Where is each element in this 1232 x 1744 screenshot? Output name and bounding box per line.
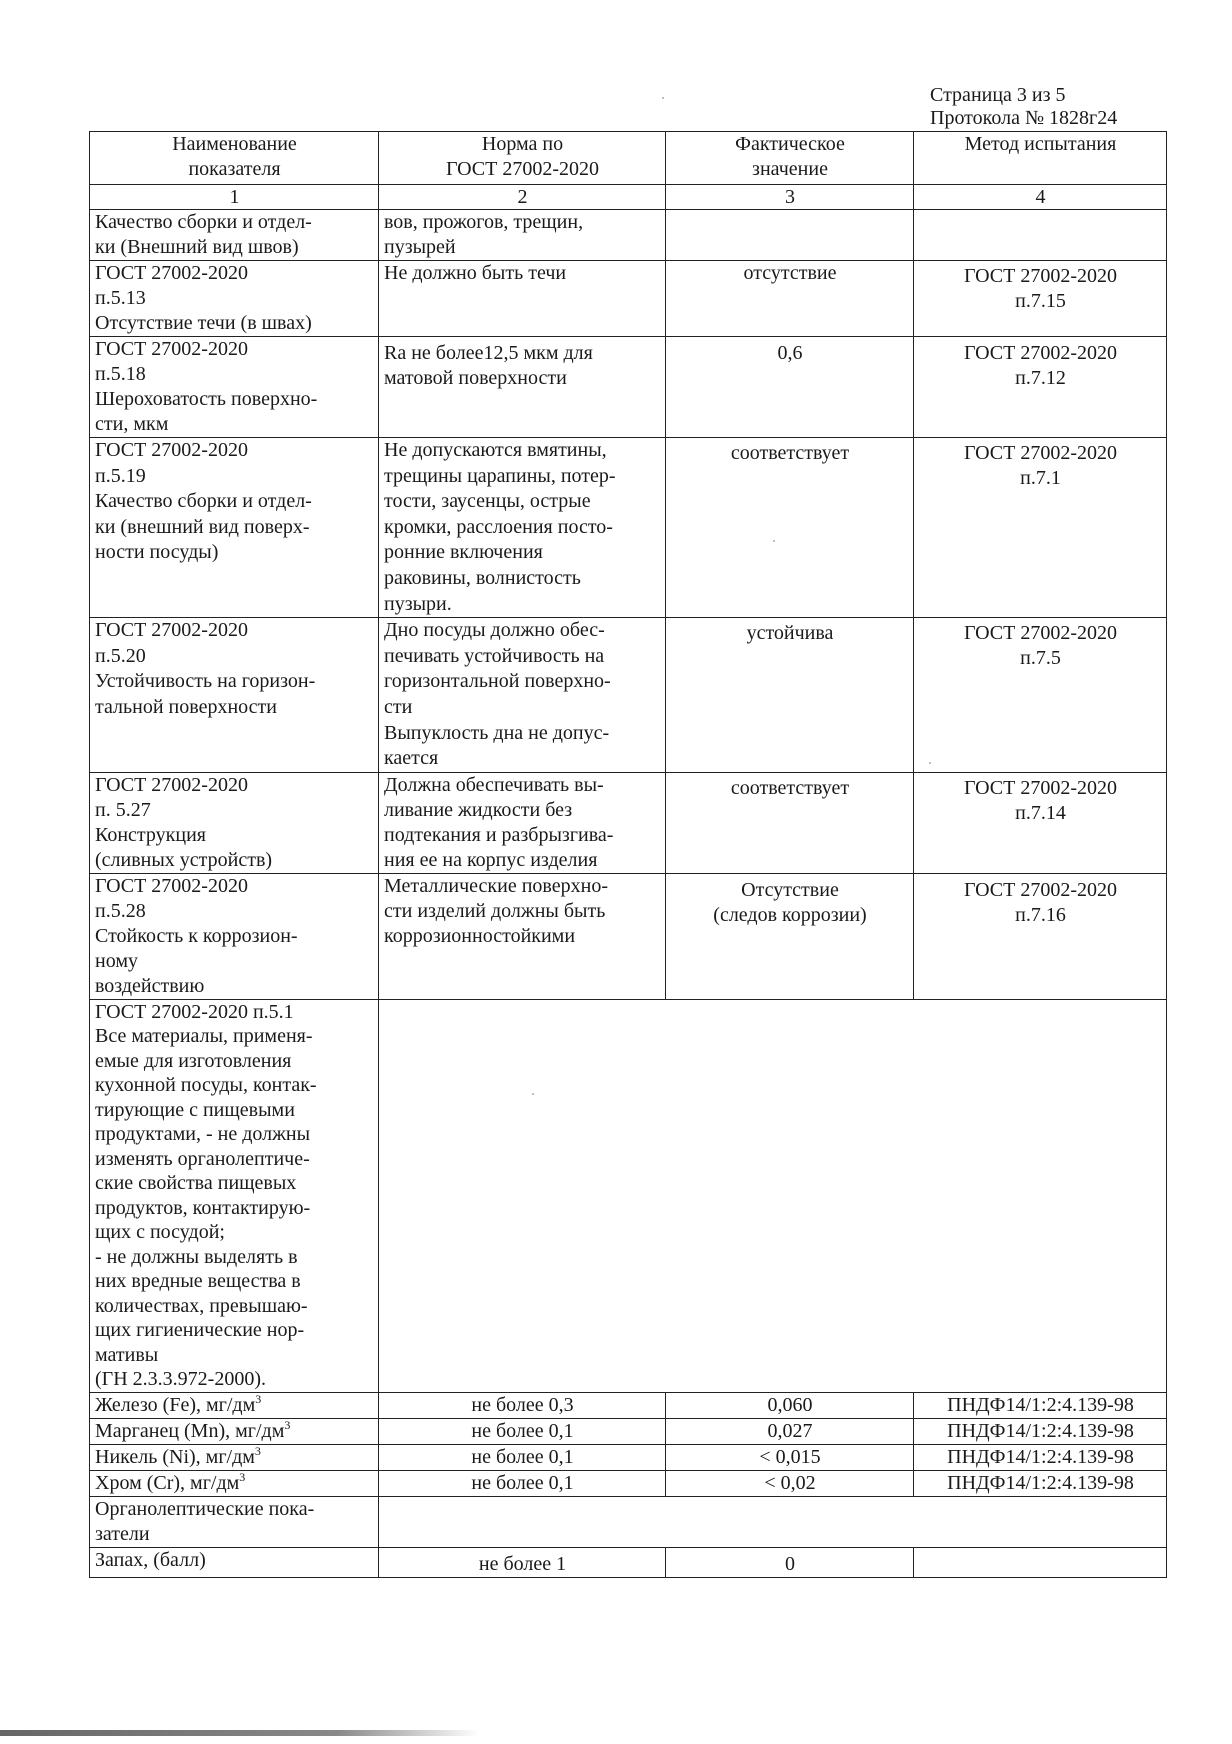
protocol-number: Протокола № 1828г24 (930, 107, 1118, 129)
column-number: 4 (914, 185, 1167, 210)
indicator-cell: ГОСТ 27002-2020 п.5.18 Шероховатость поверхно- сти, мкм (90, 337, 379, 438)
norm-cell: Должна обеспечивать вы- ливание жидкости без подтекания и разбрызгива- ния ее на корпус изделия (379, 772, 666, 873)
organoleptic-row (90, 1547, 1167, 1577)
actual-cell: соответствует (666, 772, 914, 873)
column-header-actual: Фактическое значение (666, 132, 914, 185)
actual-cell: < 0,015 (666, 1444, 914, 1470)
method-cell: ПНДФ14/1:2:4.139-98 (914, 1392, 1167, 1418)
actual-cell (666, 210, 914, 261)
unit-exponent: 3 (254, 1443, 261, 1458)
norm-cell: Не должно быть течи (379, 261, 666, 337)
column-number: 1 (90, 185, 379, 210)
method-cell: ПНДФ14/1:2:4.139-98 (914, 1418, 1167, 1444)
indicator-label: Никель (Ni), мг/дм (95, 1445, 255, 1468)
organoleptic-section-row (90, 1496, 1167, 1547)
test-results-table (89, 131, 1167, 1578)
indicator-label: Хром (Cr), мг/дм (95, 1471, 240, 1494)
table-row (90, 261, 1167, 337)
norm-cell: Дно посуды должно обес- печивать устойчивость на горизонтальной поверхно- сти Выпуклость дна не допус- кается (379, 618, 666, 773)
materials-requirement-row (90, 999, 1167, 1392)
indicator-label: Железо (Fe), мг/дм (95, 1393, 256, 1416)
method-cell: ГОСТ 27002-2020 п.7.14 (914, 772, 1167, 873)
indicator-cell: ГОСТ 27002-2020 п.5.28 Стойкость к коррозион- ному воздействию (90, 873, 379, 999)
norm-cell: Ra не более12,5 мкм для матовой поверхности (379, 337, 666, 438)
materials-requirement-empty (379, 999, 1167, 1392)
page-number: Страница 3 из 5 (930, 84, 1066, 106)
indicator-cell: ГОСТ 27002-2020 п. 5.27 Конструкция (сливных устройств) (90, 772, 379, 873)
norm-cell: вов, прожогов, трещин, пузырей (379, 210, 666, 261)
actual-cell: 0,060 (666, 1392, 914, 1418)
norm-cell: не более 0,1 (379, 1418, 666, 1444)
method-cell: ПНДФ14/1:2:4.139-98 (914, 1470, 1167, 1496)
method-cell: ПНДФ14/1:2:4.139-98 (914, 1444, 1167, 1470)
unit-exponent: 3 (284, 1417, 291, 1432)
norm-cell: Не допускаются вмятины, трещины царапины, потер- тости, заусенцы, острые кромки, расслоения посто- ронние включения раковины, волнистость пузыри. (379, 438, 666, 618)
actual-cell: < 0,02 (666, 1470, 914, 1496)
indicator-cell (90, 1418, 379, 1444)
scan-speck (532, 1093, 534, 1095)
column-number: 3 (666, 185, 914, 210)
chemical-row (90, 1392, 1167, 1418)
column-header-norm: Норма по ГОСТ 27002-2020 (379, 132, 666, 185)
unit-exponent: 3 (239, 1469, 246, 1484)
method-cell: ГОСТ 27002-2020 п.7.5 (914, 618, 1167, 773)
table-row (90, 873, 1167, 999)
actual-cell: 0,6 (666, 337, 914, 438)
actual-cell: 0,027 (666, 1418, 914, 1444)
table-row (90, 337, 1167, 438)
norm-cell: не более 1 (379, 1547, 666, 1577)
table-row (90, 210, 1167, 261)
table-row (90, 618, 1167, 773)
indicator-cell: ГОСТ 27002-2020 п.5.13 Отсутствие течи (в швах) (90, 261, 379, 337)
column-number: 2 (379, 185, 666, 210)
method-cell: ГОСТ 27002-2020 п.7.12 (914, 337, 1167, 438)
table-header-row (90, 132, 1167, 185)
indicator-cell: ГОСТ 27002-2020 п.5.19 Качество сборки и отдел- ки (внешний вид поверх- ности посуды) (90, 438, 379, 618)
indicator-cell: Запах, (балл) (90, 1547, 379, 1577)
norm-cell: не более 0,3 (379, 1392, 666, 1418)
actual-cell: соответствует (666, 438, 914, 618)
table-row (90, 438, 1167, 618)
page-header (930, 84, 1117, 130)
actual-cell: отсутствие (666, 261, 914, 337)
scan-edge-shadow (0, 1730, 480, 1736)
organoleptic-section-title: Органолептические пока- затели (90, 1496, 379, 1547)
unit-exponent: 3 (255, 1391, 262, 1406)
scan-speck (929, 762, 931, 764)
method-cell: ГОСТ 27002-2020 п.7.16 (914, 873, 1167, 999)
actual-cell: 0 (666, 1547, 914, 1577)
indicator-cell: ГОСТ 27002-2020 п.5.20 Устойчивость на горизон- тальной поверхности (90, 618, 379, 773)
norm-cell: не более 0,1 (379, 1444, 666, 1470)
table-row (90, 772, 1167, 873)
column-header-indicator: Наименование показателя (90, 132, 379, 185)
indicator-cell (90, 1470, 379, 1496)
norm-cell: не более 0,1 (379, 1470, 666, 1496)
indicator-label: Марганец (Mn), мг/дм (95, 1419, 285, 1442)
indicator-cell: Качество сборки и отдел- ки (Внешний вид швов) (90, 210, 379, 261)
chemical-row (90, 1418, 1167, 1444)
actual-cell: устойчива (666, 618, 914, 773)
norm-cell: Металлические поверхно- сти изделий должны быть коррозионностойкими (379, 873, 666, 999)
method-cell (914, 1547, 1167, 1577)
chemical-row (90, 1470, 1167, 1496)
method-cell: ГОСТ 27002-2020 п.7.15 (914, 261, 1167, 337)
scan-speck (662, 97, 664, 99)
organoleptic-section-empty (379, 1496, 1167, 1547)
chemical-row (90, 1444, 1167, 1470)
indicator-cell (90, 1392, 379, 1418)
method-cell: ГОСТ 27002-2020 п.7.1 (914, 438, 1167, 618)
column-header-method: Метод испытания (914, 132, 1167, 185)
indicator-cell (90, 1444, 379, 1470)
column-number-row (90, 185, 1167, 210)
actual-cell: Отсутствие (следов коррозии) (666, 873, 914, 999)
materials-requirement-text: ГОСТ 27002-2020 п.5.1 Все материалы, применя- емые для изготовления кухонной посуды, контак- тирующие с пищевыми продуктами, - не должны изменять органолептиче- ские свойства пищевых продуктов, контактирую- щих с посудой; - не должны выделять в них вредные вещества в количествах, превышаю- щих гигиенические нор- мативы (ГН 2.3.3.972-2000). (90, 999, 379, 1392)
method-cell (914, 210, 1167, 261)
scan-speck (773, 540, 775, 542)
